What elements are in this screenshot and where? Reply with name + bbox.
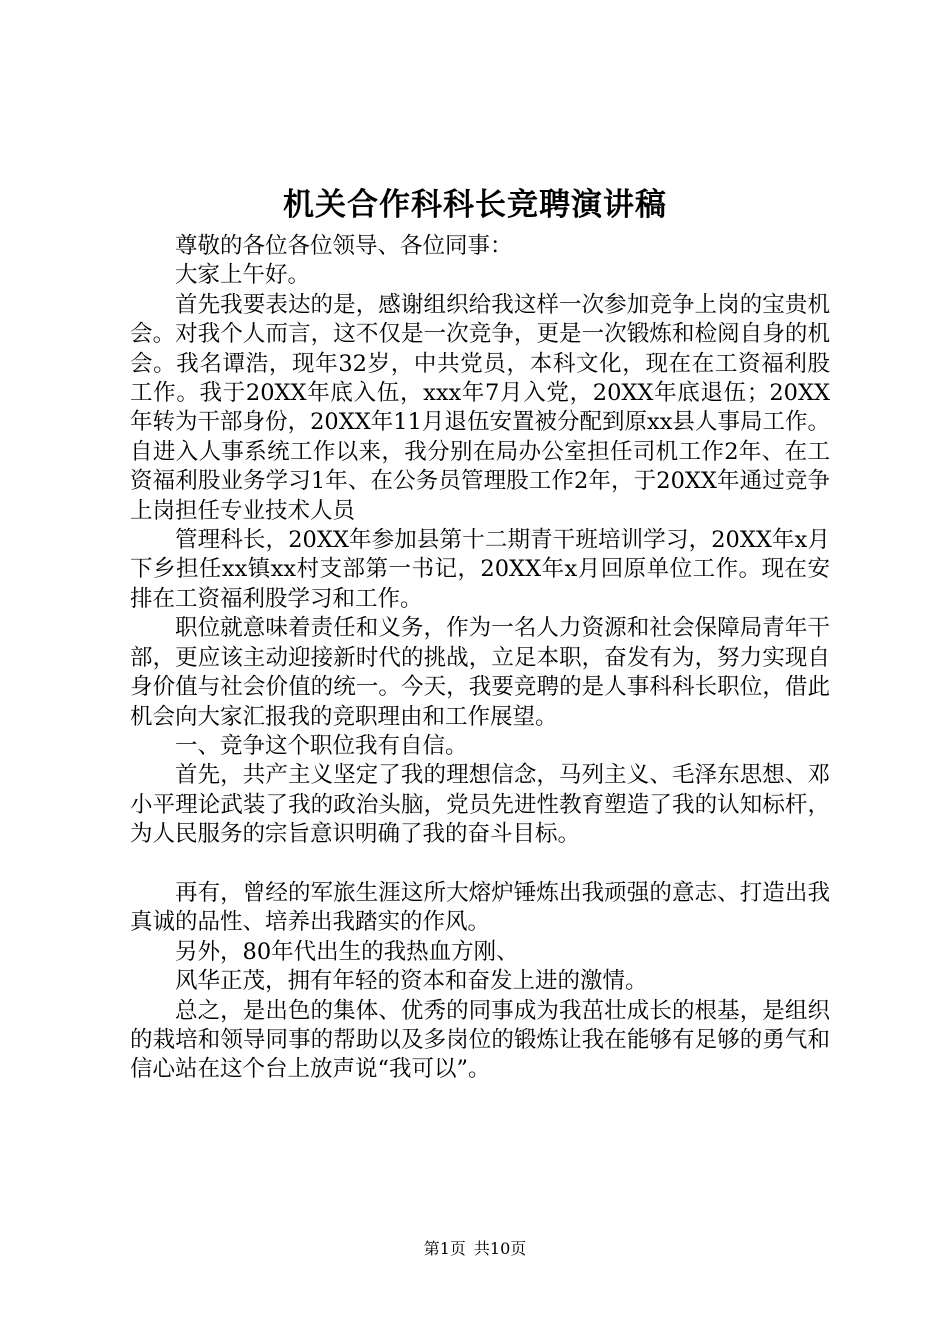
section-heading-confidence: 一、竞争这个职位我有自信。 — [175, 732, 468, 759]
career-paragraph: 管理科长，20XX年参加县第十二期青干班培训学习，20XX年x月下乡担任xx镇xx村支部第一书记，20XX年x月回原单位工作。现在安排在工资福利股学习和工作。 — [130, 527, 830, 612]
salutation-paragraph: 尊敬的各位各位领导、各位同事： — [175, 233, 513, 259]
introduction-paragraph: 首先我要表达的是，感谢组织给我这样一次参加竞争上岗的宝贵机会。对我个人而言，这不仅是一次竞争，更是一次锻炼和检阅自身的机会。我名谭浩，现年32岁，中共党员，本科文化，现在在工资福利股工作。我于20XX年底入伍，xxx年7月入党，20XX年底退伍；20XX年转为干部身份，20XX年11月退伍安置被分配到原xx县人事局工作。自进入人事系统工作以来，我分别在局办公室担任司机工作2年、在工资福利股业务学习1年、在公务员管理股工作2年，于20XX年通过竞争上岗担任专业技术人员 — [130, 291, 830, 524]
youth-paragraph: 另外，80年代出生的我热血方刚、 — [175, 938, 519, 965]
summary-paragraph: 总之，是出色的集体、优秀的同事成为我茁壮成长的根基，是组织的栽培和领导同事的帮助以及多岗位的锻炼让我在能够有足够的勇气和信心站在这个台上放声说“我可以”。 — [130, 997, 830, 1083]
greeting-paragraph: 大家上午好。 — [175, 262, 311, 289]
page-total: 共10页 — [473, 1239, 527, 1258]
responsibility-paragraph: 职位就意味着责任和义务，作为一名人力资源和社会保障局青年干部，更应该主动迎接新时代的挑战，立足本职，奋发有为，努力实现自身价值与社会价值的统一。今天，我要竞聘的是人事科科长职位，借此机会向大家汇报我的竞职理由和工作展望。 — [130, 615, 830, 730]
military-paragraph: 再有，曾经的军旅生涯这所大熔炉锤炼出我顽强的意志、打造出我真诚的品性、培养出我踏实的作风。 — [130, 879, 830, 936]
document-body — [130, 232, 830, 1085]
page-number: 第1页 — [423, 1239, 466, 1258]
youth-continued-paragraph: 风华正茂，拥有年轻的资本和奋发上进的激情。 — [175, 968, 648, 995]
document-title: 机关合作科科长竞聘演讲稿 — [283, 187, 667, 223]
page-footer — [0, 1238, 950, 1260]
ideology-paragraph: 首先，共产主义坚定了我的理想信念，马列主义、毛泽东思想、邓小平理论武装了我的政治头脑，党员先进性教育塑造了我的认知标杆，为人民服务的宗旨意识明确了我的奋斗目标。 — [130, 762, 830, 848]
